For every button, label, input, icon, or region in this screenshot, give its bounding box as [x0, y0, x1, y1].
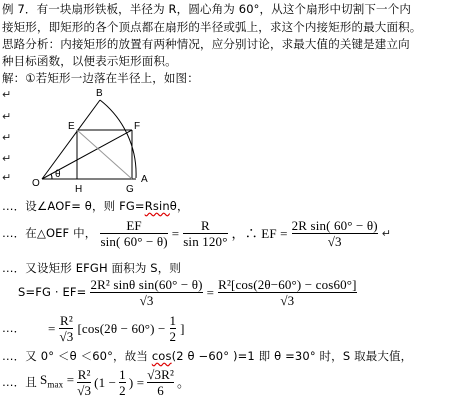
- numerator: 2R² sinθ sin(60° − θ): [90, 277, 203, 292]
- segment-EG: [77, 130, 132, 179]
- paragraph-mark: ↵: [2, 88, 12, 101]
- fraction: [59, 314, 73, 343]
- text-underlined: cos: [151, 349, 172, 363]
- numerator: 1: [169, 313, 177, 328]
- period: 。: [177, 375, 191, 390]
- denominator: sin( 60° − θ): [100, 234, 168, 249]
- text: …．设∠AOF= θ，则 FG=: [2, 199, 145, 213]
- numerator: √3R²: [147, 367, 175, 382]
- paren-open: (1 −: [94, 375, 117, 390]
- bracket-expression: [cos(2θ − 60°) −: [77, 321, 166, 336]
- numerator: R²[cos(2θ−60°) − cos60°]: [218, 277, 357, 292]
- text: θ，: [169, 199, 189, 213]
- problem-line-2: 接矩形，即矩形的各个顶点都在扇形的半径或弧上，求这个内接矩形的最大面积。: [2, 20, 422, 34]
- denominator: sin 120°: [183, 234, 228, 249]
- text: S=FG · EF=: [18, 285, 87, 299]
- paren-close: ) =: [128, 375, 145, 390]
- paragraph-mark: ↵: [2, 131, 12, 144]
- solution-line-7: [2, 368, 190, 397]
- denominator: √3: [327, 234, 342, 249]
- text: …．且: [2, 375, 37, 389]
- solution-line-6: [2, 350, 412, 363]
- label-F: F: [134, 121, 141, 132]
- s-max: $S_{max}$ =: [39, 372, 75, 390]
- solution-line-5: [2, 314, 185, 343]
- solution-line-2: [2, 219, 391, 248]
- denominator: √3: [59, 329, 74, 344]
- paragraph-mark: ↵: [2, 171, 12, 184]
- problem-line-1: 例 7．有一块扇形铁板，半径为 R，圆心角为 60°，从这个扇形中切割下一个内: [2, 2, 412, 16]
- numerator: R²: [77, 367, 91, 382]
- fraction: [77, 368, 91, 397]
- angle-arc: [51, 174, 52, 179]
- text: …．在△OEF 中，: [2, 226, 97, 240]
- equals: =: [206, 285, 215, 300]
- solution-line-1: [2, 200, 189, 213]
- label-E: E: [68, 121, 75, 132]
- bracket-close: ]: [180, 321, 185, 336]
- fraction: [292, 219, 378, 248]
- denominator: √3: [280, 293, 295, 308]
- paragraph-mark: ↵: [2, 110, 12, 123]
- problem-line-5: 解：①若矩形一边落在半径上，如图：: [2, 71, 199, 85]
- fraction: [183, 219, 227, 248]
- numerator: EF: [126, 218, 142, 233]
- equals: =: [171, 226, 180, 241]
- denominator: 6: [157, 383, 164, 398]
- numerator: 1: [119, 367, 126, 382]
- label-A: A: [141, 174, 148, 185]
- problem-line-4: 种目标函数，以便表示矩形面积。: [2, 54, 177, 68]
- paragraph-mark: ↵: [2, 152, 12, 165]
- fraction: [90, 278, 202, 307]
- label-H: H: [75, 184, 83, 195]
- equals: =: [48, 321, 56, 336]
- sector-figure: [30, 86, 170, 196]
- denominator: √3: [139, 293, 154, 308]
- paragraph-mark: ↵: [381, 227, 392, 240]
- fraction: [100, 219, 167, 248]
- text-underlined: Rsin: [144, 199, 170, 213]
- numerator: R: [200, 218, 210, 233]
- label-B: B: [96, 88, 103, 99]
- therefore-text: ，∴ EF =: [231, 226, 288, 241]
- fraction-half: [119, 368, 126, 397]
- text: (2 θ −60° )=1 即 θ =30° 时，S 取最大值，: [171, 349, 413, 363]
- solution-line-4: [18, 278, 357, 307]
- denominator: 2: [119, 383, 126, 398]
- problem-line-3: 思路分析：内接矩形的放置有两种情况，应分别讨论，求最大值的关键是建立向: [2, 37, 410, 51]
- text: …．: [2, 321, 26, 335]
- text: …．又 0° ＜θ ＜60°，故当: [2, 349, 149, 363]
- denominator: √3: [77, 383, 92, 398]
- numerator: 2R sin( 60° − θ): [291, 218, 378, 233]
- denominator: 2: [169, 329, 177, 344]
- label-O: O: [32, 178, 40, 189]
- label-theta: θ: [55, 169, 61, 180]
- label-G: G: [126, 184, 134, 195]
- fraction: [218, 278, 356, 307]
- fraction: [147, 368, 174, 397]
- solution-line-3: …．又设矩形 EFGH 面积为 S，则: [2, 261, 182, 275]
- radius-OB: [42, 100, 100, 179]
- numerator: R²: [60, 313, 73, 328]
- fraction-half: [170, 314, 177, 343]
